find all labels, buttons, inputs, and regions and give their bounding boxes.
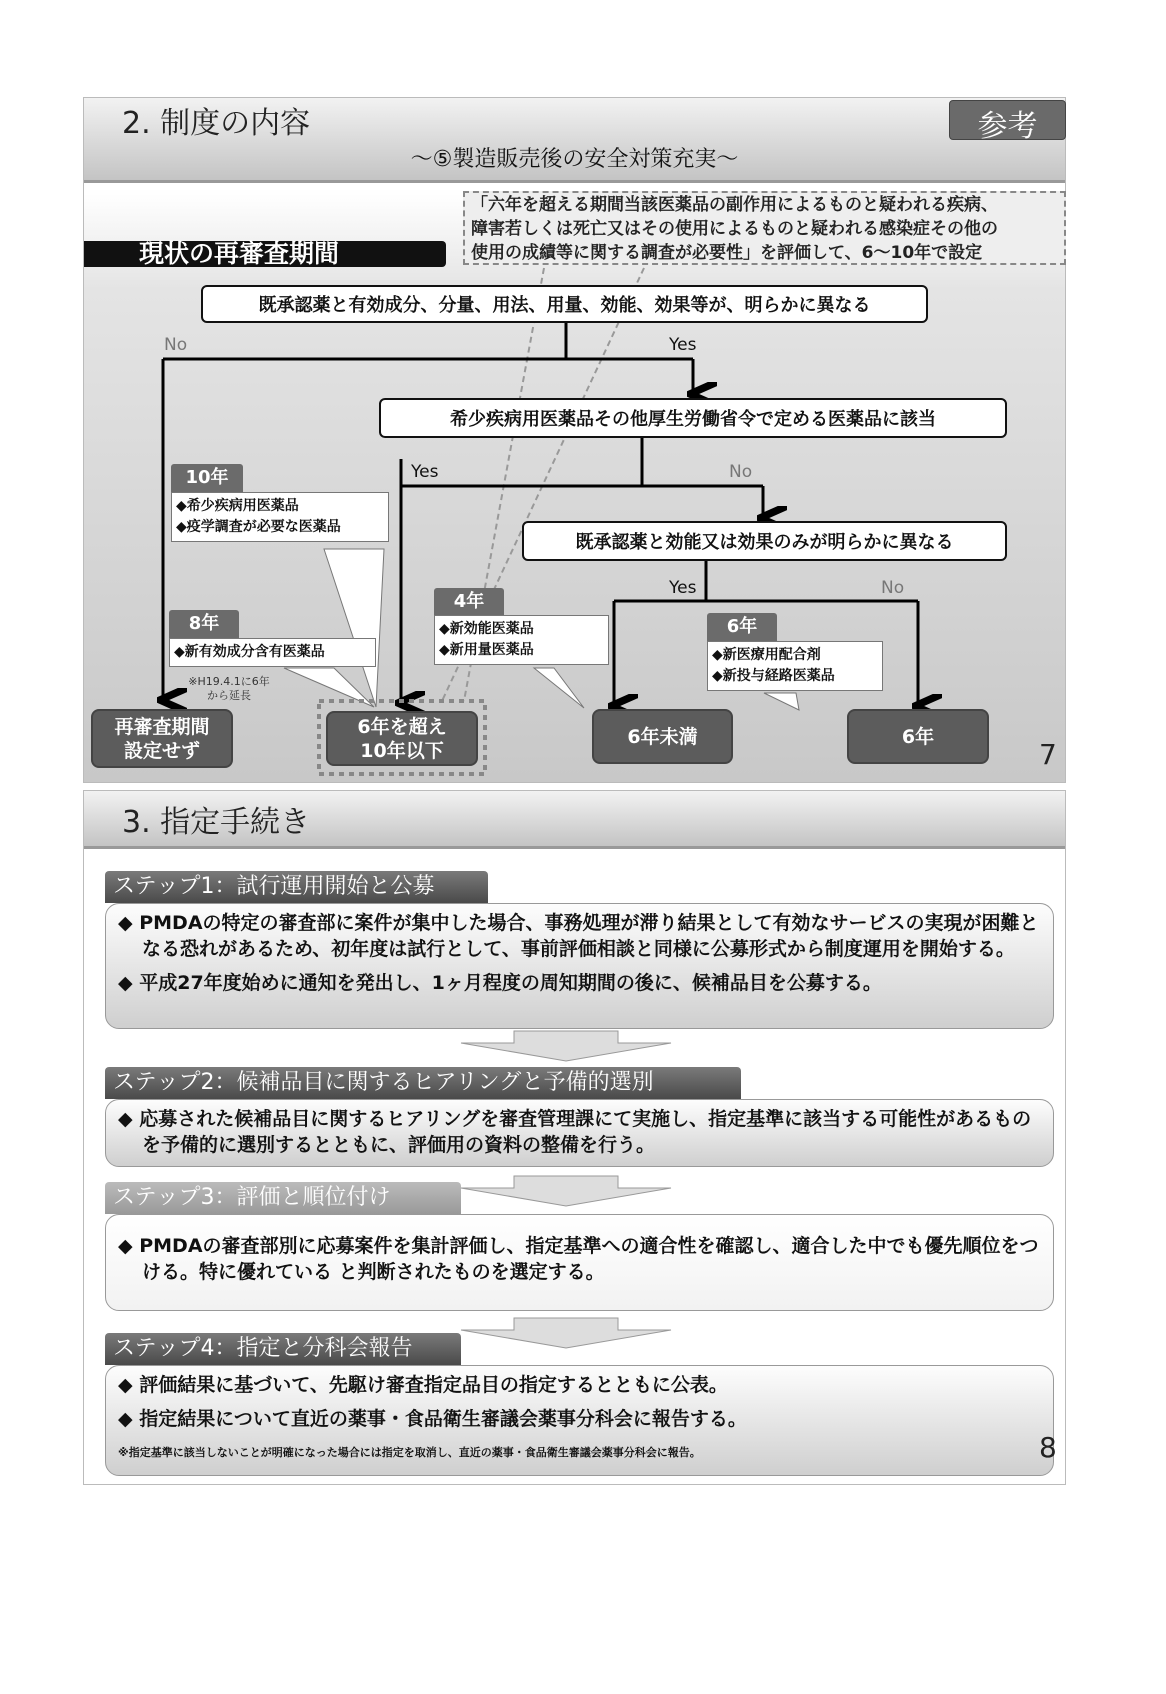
quote-line: 「六年を超える期間当該医薬品の副作用によるものと疑われる疾病、: [471, 195, 998, 215]
extension-note: [179, 675, 279, 703]
quote-line: 障害若しくは死亡又はその使用によるものと疑われる感染症その他の: [471, 219, 998, 239]
callout-item: ◆新医療用配合剤: [712, 647, 821, 663]
step-item: ◆ 応募された候補品目に関するヒアリングを審査管理課にて実施し、指定基準に該当する可能性があるものを予備的に選別するとともに、評価用の資料の整備を行う。: [118, 1108, 1032, 1156]
step-1-label: ステップ1：試行運用開始と公募: [105, 871, 488, 903]
callout-item: ◆新用量医薬品: [439, 642, 534, 658]
footnote: ※指定基準に該当しないことが明確になった場合には指定を取消し、直近の薬事・食品衛生審議会薬事分科会に報告。: [118, 1446, 701, 1459]
terminal-line: 10年以下: [360, 739, 444, 762]
terminal-line: 再審査期間: [114, 715, 210, 738]
slide-subtitle: ～⑤製造販売後の安全対策充実～: [410, 147, 739, 172]
slide-title: 3. 指定手続き: [122, 805, 311, 840]
terminal-line: 6年を超え: [357, 715, 447, 738]
decision-box: 既承認薬と効能又は効果のみが明らかに異なる: [522, 521, 1007, 561]
page-number: 7: [1039, 738, 1057, 771]
terminal-no-period: [91, 709, 233, 768]
reference-badge: 参考: [949, 100, 1066, 140]
step-3-body: [105, 1214, 1054, 1311]
step-4-label: ステップ4：指定と分科会報告: [105, 1333, 461, 1365]
branch-label: Yes: [669, 335, 697, 355]
callout-item: ◆疫学調査が必要な医薬品: [176, 519, 341, 535]
page-number: 8: [1039, 1431, 1057, 1464]
slide-7: [83, 97, 1066, 783]
down-arrow-icon: [461, 1031, 671, 1061]
down-arrow-icon: [461, 1318, 671, 1348]
callout-box: [169, 638, 376, 667]
decision-box: 希少疾病用医薬品その他厚生労働省令で定める医薬品に該当: [379, 398, 1007, 438]
step-2-label: ステップ2：候補品目に関するヒアリングと予備的選別: [105, 1067, 741, 1099]
step-4-body: [105, 1365, 1054, 1476]
branch-label: Yes: [411, 462, 439, 482]
terminal-6-10-years: [326, 711, 478, 766]
slide-title: 2. 制度の内容: [122, 106, 311, 141]
note-line: ※H19.4.1に6年: [188, 675, 270, 688]
terminal-line: 設定せず: [123, 739, 200, 762]
step-item: ◆ 指定結果について直近の薬事・食品衛生審議会薬事分科会に報告する。: [118, 1408, 747, 1430]
callout-item: ◆希少疾病用医薬品: [176, 498, 299, 514]
down-arrow-icon: [461, 1176, 671, 1206]
decision-box: 既承認薬と有効成分、分量、用法、用量、効能、効果等が、明らかに異なる: [201, 285, 928, 323]
callout-box: [171, 492, 389, 542]
section-label: 現状の再審査期間: [84, 241, 446, 267]
branch-label: No: [881, 578, 905, 598]
quote-line: 使用の成績等に関する調査が必要性」を評価して、6～10年で設定: [471, 243, 983, 263]
step-item: ◆ PMDAの審査部別に応募案件を集計評価し、指定基準への適合性を確認し、適合した中でも優先順位をつける。特に優れている と判断されたものを選定する。: [118, 1235, 1039, 1283]
step-1-body: [105, 903, 1054, 1029]
callout-item: ◆新有効成分含有医薬品: [174, 644, 325, 660]
branch-label: No: [729, 462, 753, 482]
branch-label: No: [164, 335, 188, 355]
period-tag: 8年: [169, 610, 239, 638]
callout-box: [434, 615, 609, 665]
step-3-label: ステップ3：評価と順位付け: [105, 1182, 461, 1214]
callout-item: ◆新効能医薬品: [439, 621, 534, 637]
step-2-body: [105, 1099, 1054, 1167]
period-tag: 4年: [434, 588, 504, 616]
callout-item: ◆新投与経路医薬品: [712, 668, 835, 684]
slide-8: [83, 790, 1066, 1485]
terminal-6-years: 6年: [847, 709, 989, 764]
step-item: ◆ 評価結果に基づいて、先駆け審査指定品目の指定するとともに公表。: [118, 1374, 728, 1396]
step-item: ◆ 平成27年度始めに通知を発出し、1ヶ月程度の周知期間の後に、候補品目を公募する。: [118, 972, 882, 994]
step-item: ◆ PMDAの特定の審査部に案件が集中した場合、事務処理が滞り結果として有効なサービスの実現が困難となる恐れがあるため、初年度は試行として、事前評価相談と同様に公募形式から制度運用を開始する。: [118, 912, 1039, 960]
note-line: から延長: [207, 689, 251, 702]
period-tag: 10年: [171, 464, 243, 492]
branch-label: Yes: [669, 578, 697, 598]
period-tag: 6年: [707, 613, 777, 641]
callout-box: [707, 641, 883, 691]
terminal-under-6-years: 6年未満: [592, 709, 733, 764]
